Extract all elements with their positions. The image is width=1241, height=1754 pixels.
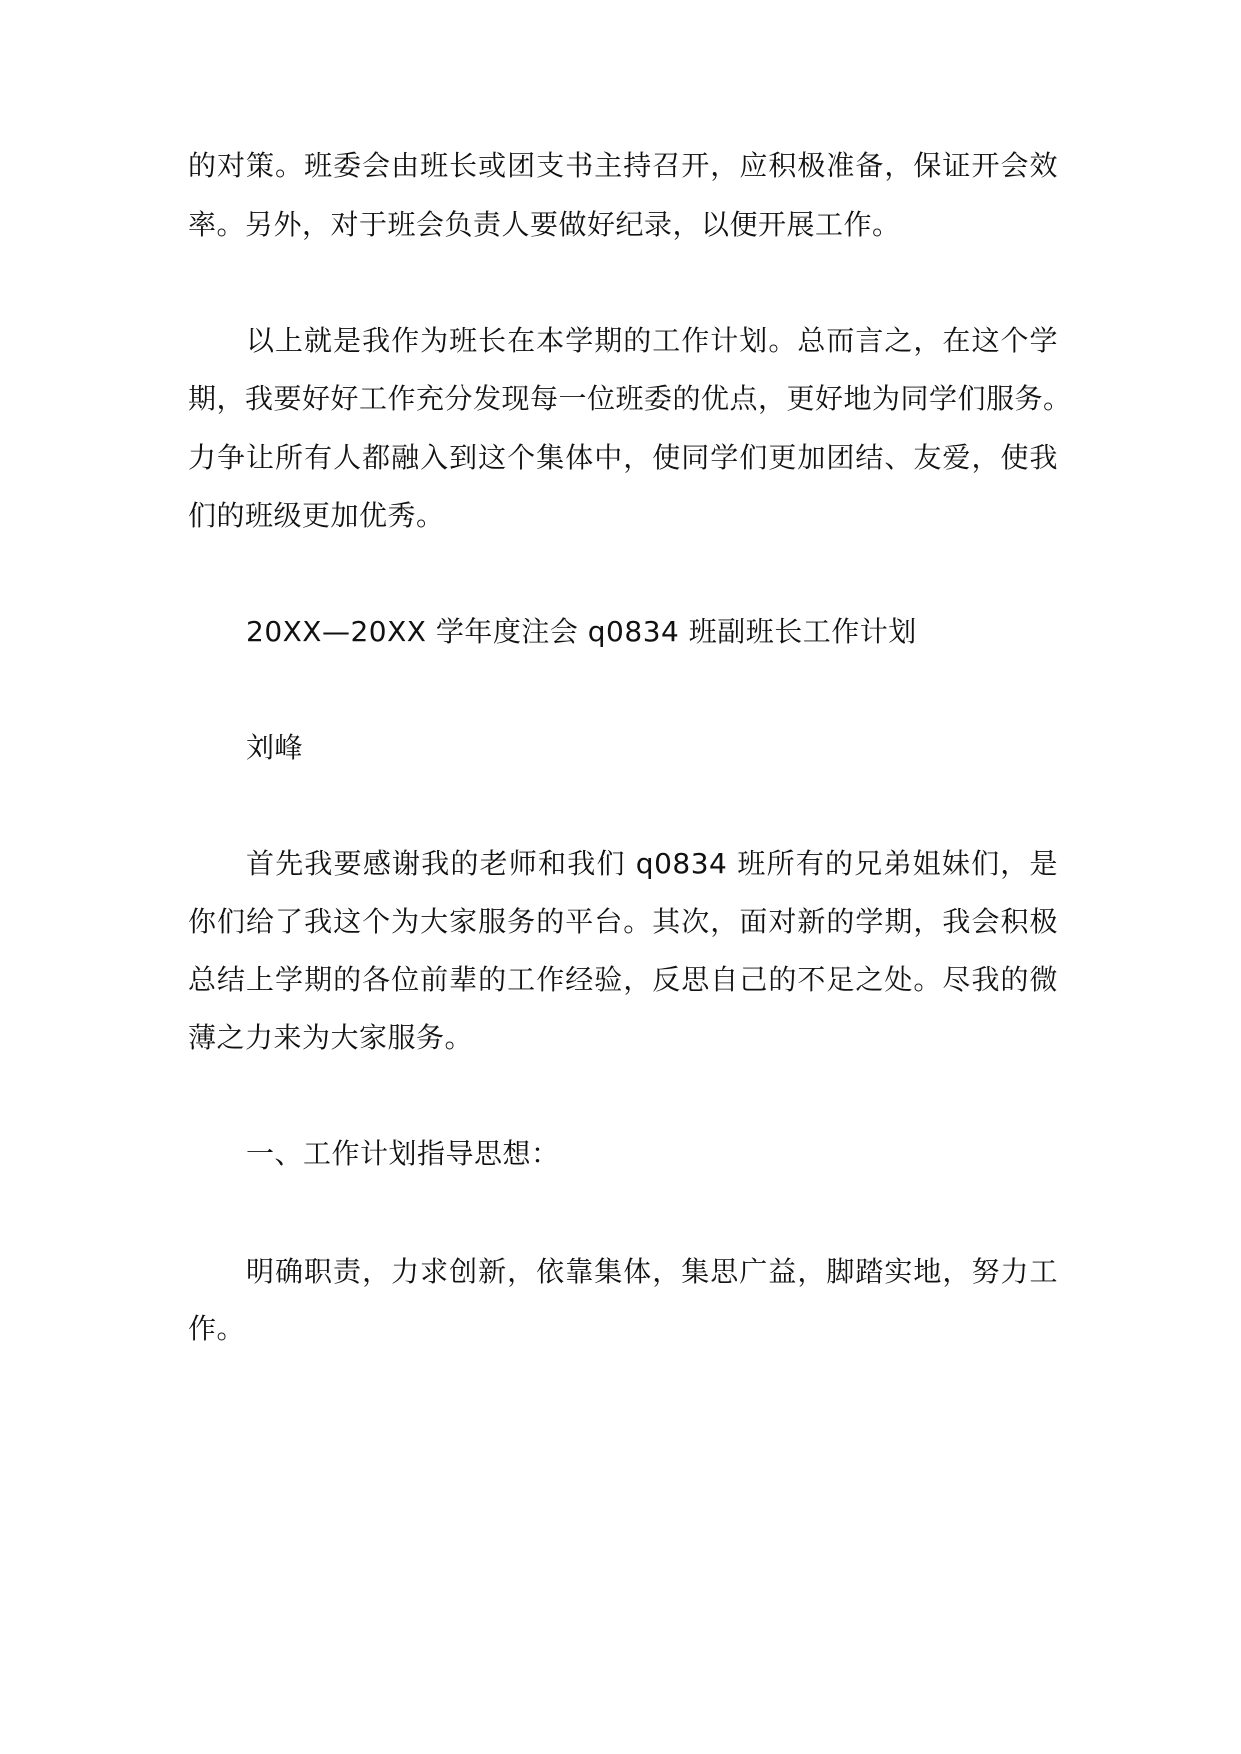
paragraph-line: 的对策。班委会由班长或团支书主持召开，应积极准备，保证开会效 bbox=[188, 149, 1058, 182]
section-heading: 20XX—20XX 学年度注会 q0834 班副班长工作计划 bbox=[246, 615, 917, 648]
paragraph-line: 你们给了我这个为大家服务的平台。其次，面对新的学期，我会积极 bbox=[188, 905, 1058, 938]
section-heading: 一、工作计划指导思想： bbox=[246, 1137, 560, 1170]
paragraph-line: 总结上学期的各位前辈的工作经验，反思自己的不足之处。尽我的微 bbox=[188, 963, 1058, 996]
author-name: 刘峰 bbox=[246, 731, 304, 764]
paragraph-line: 力争让所有人都融入到这个集体中，使同学们更加团结、友爱，使我 bbox=[188, 441, 1058, 474]
paragraph-line: 以上就是我作为班长在本学期的工作计划。总而言之，在这个学 bbox=[246, 324, 1058, 357]
paragraph-line: 期，我要好好工作充分发现每一位班委的优点，更好地为同学们服务。 bbox=[188, 382, 1072, 415]
document-page bbox=[188, 0, 1072, 1754]
paragraph-line: 作。 bbox=[188, 1312, 246, 1345]
paragraph-line: 们的班级更加优秀。 bbox=[188, 499, 445, 532]
paragraph-line: 明确职责，力求创新，依靠集体，集思广益，脚踏实地，努力工 bbox=[246, 1255, 1058, 1288]
paragraph-line: 率。另外，对于班会负责人要做好纪录，以便开展工作。 bbox=[188, 208, 901, 241]
paragraph-line: 首先我要感谢我的老师和我们 q0834 班所有的兄弟姐妹们，是 bbox=[246, 847, 1058, 880]
paragraph-line: 薄之力来为大家服务。 bbox=[188, 1021, 474, 1054]
